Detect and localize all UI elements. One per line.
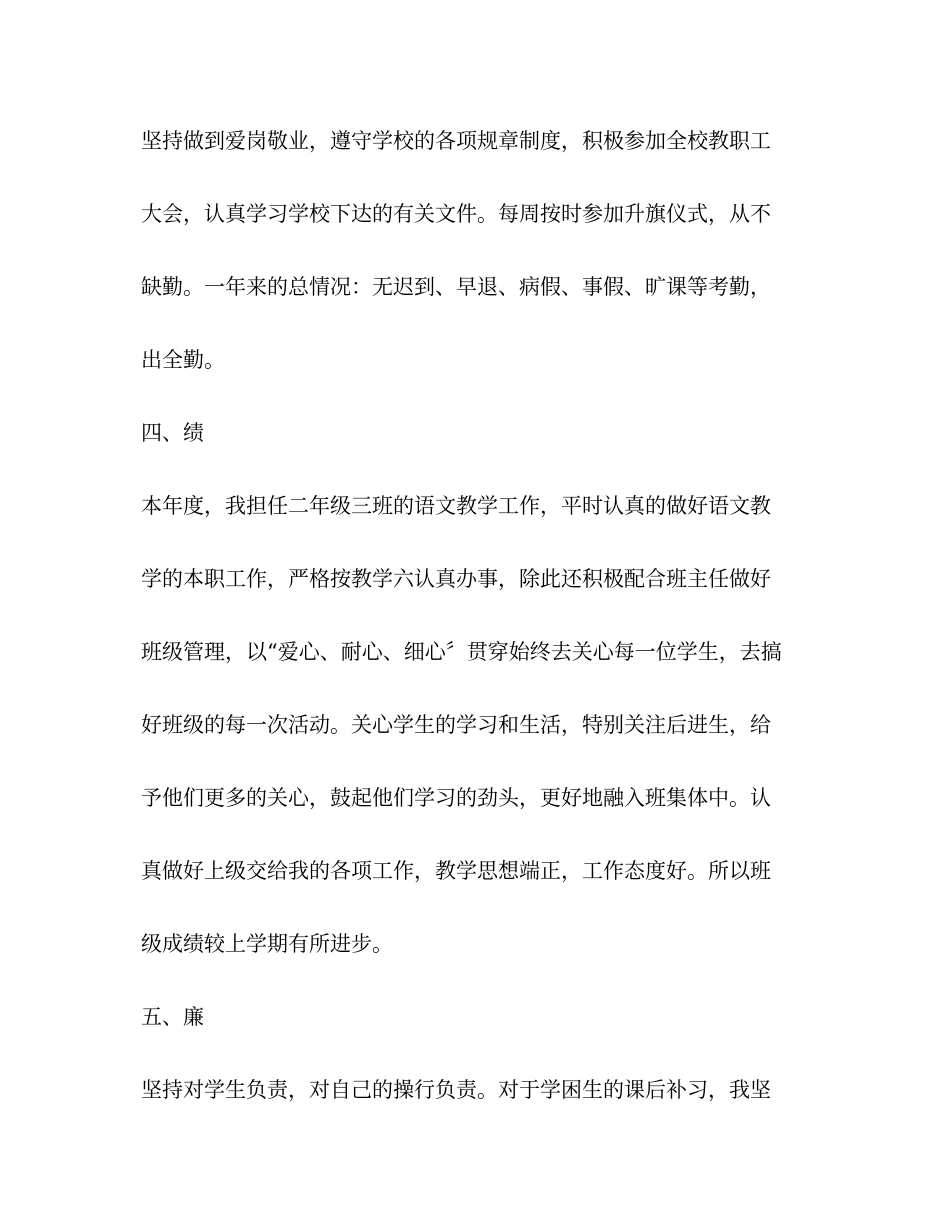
paragraph-attendance-line-4: 出全勤。	[141, 348, 225, 372]
paragraph-attendance-line-1: 坚持做到爱岗敬业，遵守学校的各项规章制度，积极参加全校教职工	[141, 129, 771, 153]
paragraph-achievement-line-1: 本年度，我担任二年级三班的语文教学工作，平时认真的做好语文教	[141, 494, 771, 518]
section-heading-integrity: 五、廉	[141, 1005, 204, 1029]
section-heading-achievement: 四、绩	[141, 421, 204, 445]
paragraph-integrity-line-1: 坚持对学生负责，对自己的操行负责。对于学困生的课后补习，我坚	[141, 1078, 771, 1102]
paragraph-achievement-line-2: 学的本职工作，严格按教学六认真办事，除此还积极配合班主任做好	[141, 567, 771, 591]
paragraph-attendance-line-3: 缺勤。一年来的总情况：无迟到、早退、病假、事假、旷课等考勤，	[141, 275, 771, 299]
paragraph-achievement-line-7: 级成绩较上学期有所进步。	[141, 932, 393, 956]
paragraph-attendance-line-2: 大会，认真学习学校下达的有关文件。每周按时参加升旗仪式，从不	[141, 202, 771, 226]
paragraph-achievement-line-3: 班级管理，以“爱心、耐心、细心〞贯穿始终去关心每一位学生，去搞	[141, 640, 782, 664]
paragraph-achievement-line-6: 真做好上级交给我的各项工作，教学思想端正，工作态度好。所以班	[141, 859, 771, 883]
paragraph-achievement-line-5: 予他们更多的关心，鼓起他们学习的劲头，更好地融入班集体中。认	[141, 786, 771, 810]
paragraph-achievement-line-4: 好班级的每一次活动。关心学生的学习和生活，特别关注后进生，给	[141, 713, 771, 737]
